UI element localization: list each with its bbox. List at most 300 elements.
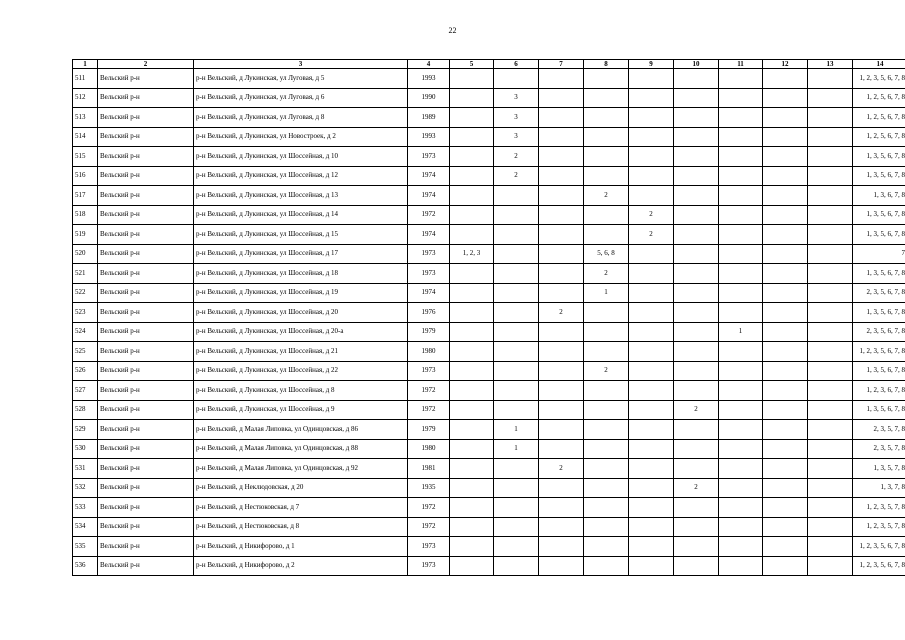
col6-cell (494, 517, 539, 537)
col10-cell (674, 556, 719, 576)
col5-cell (450, 420, 494, 440)
col13-cell (808, 69, 853, 89)
row-number: 534 (73, 517, 98, 537)
table-row (73, 303, 905, 323)
col6-cell (494, 205, 539, 225)
col13-cell (808, 127, 853, 147)
col9-cell (629, 166, 674, 186)
district-cell: Вельский р-н (98, 244, 194, 264)
year-cell: 1980 (408, 342, 450, 362)
year-cell: 1973 (408, 147, 450, 167)
col10-cell (674, 147, 719, 167)
address-cell: р-н Вельский, д Лукинская, ул Шоссейная, д 14 (194, 205, 408, 225)
col5-cell (450, 147, 494, 167)
col8-cell (584, 322, 629, 342)
district-cell: Вельский р-н (98, 166, 194, 186)
col11-cell (719, 166, 763, 186)
col8-cell (584, 439, 629, 459)
row-number: 530 (73, 439, 98, 459)
year-cell: 1973 (408, 264, 450, 284)
col8-cell (584, 556, 629, 576)
table-row (73, 283, 905, 303)
col14-cell: 2, 3, 5, 7, 8 (853, 420, 905, 440)
col8-cell (584, 537, 629, 557)
col13-cell (808, 420, 853, 440)
column-header-5: 5 (450, 60, 494, 69)
col5-cell (450, 127, 494, 147)
col5-cell (450, 439, 494, 459)
address-cell: р-н Вельский, д Малая Липовка, ул Одинцовская, д 88 (194, 439, 408, 459)
table-row (73, 381, 905, 401)
year-cell: 1974 (408, 186, 450, 206)
district-cell: Вельский р-н (98, 205, 194, 225)
col9-cell: 2 (629, 205, 674, 225)
column-header-14: 14 (853, 60, 905, 69)
col10-cell (674, 361, 719, 381)
col7-cell (539, 400, 584, 420)
col8-cell: 2 (584, 186, 629, 206)
col9-cell (629, 517, 674, 537)
col7-cell (539, 147, 584, 167)
col12-cell (763, 244, 808, 264)
col5-cell (450, 205, 494, 225)
col13-cell (808, 459, 853, 479)
col9-cell (629, 283, 674, 303)
col13-cell (808, 303, 853, 323)
col14-cell: 1, 2, 5, 6, 7, 8 (853, 108, 905, 128)
address-cell: р-н Вельский, д Лукинская, ул Луговая, д 5 (194, 69, 408, 89)
address-cell: р-н Вельский, д Малая Липовка, ул Одинцовская, д 86 (194, 420, 408, 440)
col12-cell (763, 205, 808, 225)
table-row (73, 127, 905, 147)
col6-cell (494, 283, 539, 303)
address-cell: р-н Вельский, д Лукинская, ул Шоссейная, д 20-а (194, 322, 408, 342)
col9-cell (629, 108, 674, 128)
column-header-7: 7 (539, 60, 584, 69)
year-cell: 1973 (408, 537, 450, 557)
year-cell: 1972 (408, 205, 450, 225)
col7-cell (539, 322, 584, 342)
year-cell: 1973 (408, 244, 450, 264)
col8-cell (584, 400, 629, 420)
col11-cell (719, 478, 763, 498)
col8-cell (584, 303, 629, 323)
col12-cell (763, 342, 808, 362)
col13-cell (808, 225, 853, 245)
table-row (73, 88, 905, 108)
col11-cell (719, 264, 763, 284)
col10-cell: 2 (674, 400, 719, 420)
row-number: 514 (73, 127, 98, 147)
district-cell: Вельский р-н (98, 478, 194, 498)
col14-cell: 1, 3, 6, 7, 8 (853, 186, 905, 206)
col12-cell (763, 361, 808, 381)
district-cell: Вельский р-н (98, 459, 194, 479)
col9-cell (629, 342, 674, 362)
year-cell: 1972 (408, 498, 450, 518)
district-cell: Вельский р-н (98, 225, 194, 245)
address-cell: р-н Вельский, д Лукинская, ул Шоссейная, д 22 (194, 361, 408, 381)
district-cell: Вельский р-н (98, 556, 194, 576)
column-header-12: 12 (763, 60, 808, 69)
col14-cell: 1, 2, 3, 5, 7, 8 (853, 498, 905, 518)
col14-cell: 2, 3, 5, 7, 8 (853, 439, 905, 459)
col11-cell (719, 186, 763, 206)
address-cell: р-н Вельский, д Нестюковская, д 8 (194, 517, 408, 537)
col6-cell (494, 225, 539, 245)
col14-cell: 1, 2, 3, 6, 7, 8 (853, 381, 905, 401)
col6-cell (494, 244, 539, 264)
year-cell: 1972 (408, 400, 450, 420)
district-cell: Вельский р-н (98, 342, 194, 362)
col12-cell (763, 69, 808, 89)
district-cell: Вельский р-н (98, 88, 194, 108)
col10-cell (674, 264, 719, 284)
col8-cell (584, 69, 629, 89)
district-cell: Вельский р-н (98, 537, 194, 557)
year-cell: 1993 (408, 69, 450, 89)
col10-cell (674, 69, 719, 89)
col9-cell (629, 420, 674, 440)
table-row (73, 439, 905, 459)
year-cell: 1974 (408, 166, 450, 186)
col12-cell (763, 322, 808, 342)
row-number: 528 (73, 400, 98, 420)
col6-cell (494, 498, 539, 518)
address-cell: р-н Вельский, д Лукинская, ул Шоссейная, д 17 (194, 244, 408, 264)
col5-cell (450, 166, 494, 186)
table-row (73, 205, 905, 225)
col5-cell (450, 556, 494, 576)
address-cell: р-н Вельский, д Лукинская, ул Луговая, д 6 (194, 88, 408, 108)
col13-cell (808, 108, 853, 128)
col6-cell (494, 381, 539, 401)
col14-cell: 7 (853, 244, 905, 264)
col13-cell (808, 439, 853, 459)
table-row (73, 361, 905, 381)
year-cell: 1974 (408, 283, 450, 303)
col12-cell (763, 88, 808, 108)
col6-cell: 1 (494, 420, 539, 440)
col11-cell (719, 88, 763, 108)
col14-cell: 1, 2, 5, 6, 7, 8 (853, 127, 905, 147)
row-number: 517 (73, 186, 98, 206)
col14-cell: 1, 3, 5, 6, 7, 8 (853, 361, 905, 381)
table-row (73, 108, 905, 128)
table-row (73, 69, 905, 89)
col13-cell (808, 342, 853, 362)
table-row (73, 225, 905, 245)
col10-cell (674, 205, 719, 225)
col11-cell (719, 127, 763, 147)
col12-cell (763, 283, 808, 303)
col14-cell: 1, 2, 3, 5, 6, 7, 8 (853, 342, 905, 362)
column-header-2: 2 (98, 60, 194, 69)
col11-cell (719, 361, 763, 381)
col13-cell (808, 186, 853, 206)
district-cell: Вельский р-н (98, 127, 194, 147)
col9-cell (629, 361, 674, 381)
col5-cell (450, 303, 494, 323)
col13-cell (808, 478, 853, 498)
address-cell: р-н Вельский, д Лукинская, ул Шоссейная, д 21 (194, 342, 408, 362)
row-number: 523 (73, 303, 98, 323)
col7-cell (539, 88, 584, 108)
district-cell: Вельский р-н (98, 108, 194, 128)
address-cell: р-н Вельский, д Лукинская, ул Шоссейная, д 10 (194, 147, 408, 167)
col7-cell (539, 381, 584, 401)
col8-cell: 1 (584, 283, 629, 303)
col10-cell (674, 322, 719, 342)
col12-cell (763, 556, 808, 576)
address-cell: р-н Вельский, д Лукинская, ул Шоссейная, д 19 (194, 283, 408, 303)
col5-cell (450, 498, 494, 518)
col14-cell: 1, 3, 5, 6, 7, 8 (853, 147, 905, 167)
col11-cell (719, 205, 763, 225)
col9-cell (629, 439, 674, 459)
col12-cell (763, 108, 808, 128)
col11-cell (719, 303, 763, 323)
col8-cell (584, 225, 629, 245)
column-header-4: 4 (408, 60, 450, 69)
column-header-1: 1 (73, 60, 98, 69)
col14-cell: 1, 2, 3, 5, 7, 8 (853, 517, 905, 537)
col7-cell (539, 439, 584, 459)
address-cell: р-н Вельский, д Лукинская, ул Шоссейная, д 12 (194, 166, 408, 186)
col7-cell (539, 283, 584, 303)
col5-cell (450, 225, 494, 245)
col6-cell: 3 (494, 108, 539, 128)
col5-cell (450, 69, 494, 89)
row-number: 535 (73, 537, 98, 557)
column-header-9: 9 (629, 60, 674, 69)
col11-cell (719, 147, 763, 167)
col11-cell (719, 517, 763, 537)
district-cell: Вельский р-н (98, 361, 194, 381)
col12-cell (763, 498, 808, 518)
col14-cell: 1, 2, 5, 6, 7, 8 (853, 88, 905, 108)
col7-cell (539, 420, 584, 440)
col9-cell (629, 147, 674, 167)
col12-cell (763, 420, 808, 440)
col5-cell (450, 400, 494, 420)
col14-cell: 1, 3, 5, 6, 7, 8 (853, 166, 905, 186)
column-header-10: 10 (674, 60, 719, 69)
col8-cell (584, 517, 629, 537)
col9-cell (629, 88, 674, 108)
col13-cell (808, 322, 853, 342)
col8-cell: 2 (584, 361, 629, 381)
district-cell: Вельский р-н (98, 381, 194, 401)
column-header-6: 6 (494, 60, 539, 69)
row-number: 524 (73, 322, 98, 342)
col11-cell (719, 381, 763, 401)
col6-cell: 3 (494, 127, 539, 147)
col10-cell (674, 537, 719, 557)
table-row (73, 186, 905, 206)
col7-cell (539, 225, 584, 245)
col10-cell (674, 225, 719, 245)
year-cell: 1993 (408, 127, 450, 147)
col6-cell (494, 361, 539, 381)
col11-cell (719, 459, 763, 479)
col5-cell (450, 108, 494, 128)
column-header-13: 13 (808, 60, 853, 69)
col8-cell: 5, 6, 8 (584, 244, 629, 264)
row-number: 515 (73, 147, 98, 167)
col7-cell (539, 498, 584, 518)
col10-cell (674, 420, 719, 440)
row-number: 522 (73, 283, 98, 303)
district-cell: Вельский р-н (98, 186, 194, 206)
col13-cell (808, 264, 853, 284)
col5-cell (450, 88, 494, 108)
year-cell: 1973 (408, 361, 450, 381)
col9-cell (629, 381, 674, 401)
col14-cell: 1, 3, 5, 6, 7, 8 (853, 205, 905, 225)
table-row (73, 147, 905, 167)
col14-cell: 1, 3, 5, 6, 7, 8 (853, 400, 905, 420)
col10-cell (674, 517, 719, 537)
table-row (73, 166, 905, 186)
column-header-3: 3 (194, 60, 408, 69)
col13-cell (808, 400, 853, 420)
page-number: 22 (448, 26, 457, 35)
col12-cell (763, 166, 808, 186)
row-number: 527 (73, 381, 98, 401)
col8-cell (584, 108, 629, 128)
col11-cell (719, 400, 763, 420)
year-cell: 1973 (408, 556, 450, 576)
col8-cell: 2 (584, 264, 629, 284)
table-row (73, 342, 905, 362)
col12-cell (763, 147, 808, 167)
district-cell: Вельский р-н (98, 400, 194, 420)
year-cell: 1981 (408, 459, 450, 479)
district-cell: Вельский р-н (98, 303, 194, 323)
col8-cell (584, 478, 629, 498)
col14-cell: 1, 3, 5, 6, 7, 8 (853, 264, 905, 284)
row-number: 526 (73, 361, 98, 381)
col6-cell (494, 322, 539, 342)
table-row (73, 459, 905, 479)
col10-cell (674, 303, 719, 323)
table-row (73, 517, 905, 537)
col9-cell (629, 478, 674, 498)
col13-cell (808, 166, 853, 186)
col13-cell (808, 88, 853, 108)
col14-cell: 1, 3, 7, 8 (853, 478, 905, 498)
col6-cell: 2 (494, 147, 539, 167)
year-cell: 1974 (408, 225, 450, 245)
col13-cell (808, 537, 853, 557)
col12-cell (763, 127, 808, 147)
col6-cell (494, 478, 539, 498)
col11-cell: 1 (719, 322, 763, 342)
col13-cell (808, 498, 853, 518)
table-body (73, 69, 905, 576)
table-row (73, 498, 905, 518)
district-cell: Вельский р-н (98, 322, 194, 342)
col5-cell (450, 381, 494, 401)
col7-cell (539, 361, 584, 381)
col13-cell (808, 381, 853, 401)
col12-cell (763, 381, 808, 401)
col5-cell (450, 537, 494, 557)
col14-cell: 2, 3, 5, 6, 7, 8 (853, 322, 905, 342)
column-header-8: 8 (584, 60, 629, 69)
col7-cell (539, 342, 584, 362)
col11-cell (719, 439, 763, 459)
col9-cell: 2 (629, 225, 674, 245)
district-cell: Вельский р-н (98, 420, 194, 440)
col14-cell: 2, 3, 5, 6, 7, 8 (853, 283, 905, 303)
district-cell: Вельский р-н (98, 264, 194, 284)
col11-cell (719, 537, 763, 557)
col6-cell (494, 400, 539, 420)
col12-cell (763, 264, 808, 284)
year-cell: 1976 (408, 303, 450, 323)
col10-cell (674, 108, 719, 128)
col13-cell (808, 205, 853, 225)
col12-cell (763, 400, 808, 420)
address-cell: р-н Вельский, д Неклюдовская, д 20 (194, 478, 408, 498)
col8-cell (584, 127, 629, 147)
row-number: 521 (73, 264, 98, 284)
address-cell: р-н Вельский, д Малая Липовка, ул Одинцовская, д 92 (194, 459, 408, 479)
col5-cell (450, 459, 494, 479)
col12-cell (763, 186, 808, 206)
col12-cell (763, 459, 808, 479)
col6-cell: 2 (494, 166, 539, 186)
col7-cell (539, 205, 584, 225)
row-number: 531 (73, 459, 98, 479)
col7-cell (539, 108, 584, 128)
col6-cell (494, 264, 539, 284)
col9-cell (629, 556, 674, 576)
col7-cell (539, 69, 584, 89)
col6-cell (494, 342, 539, 362)
col14-cell: 1, 3, 5, 7, 8 (853, 459, 905, 479)
col11-cell (719, 69, 763, 89)
col9-cell (629, 264, 674, 284)
col12-cell (763, 439, 808, 459)
row-number: 520 (73, 244, 98, 264)
col6-cell (494, 69, 539, 89)
address-cell: р-н Вельский, д Лукинская, ул Новостроек, д 2 (194, 127, 408, 147)
year-cell: 1979 (408, 322, 450, 342)
row-number: 533 (73, 498, 98, 518)
address-cell: р-н Вельский, д Лукинская, ул Шоссейная, д 9 (194, 400, 408, 420)
address-cell: р-н Вельский, д Лукинская, ул Шоссейная, д 8 (194, 381, 408, 401)
address-cell: р-н Вельский, д Лукинская, ул Шоссейная, д 18 (194, 264, 408, 284)
col10-cell: 2 (674, 478, 719, 498)
col12-cell (763, 478, 808, 498)
table-row (73, 322, 905, 342)
row-number: 513 (73, 108, 98, 128)
col10-cell (674, 127, 719, 147)
col7-cell (539, 264, 584, 284)
col8-cell (584, 88, 629, 108)
col10-cell (674, 244, 719, 264)
col9-cell (629, 400, 674, 420)
row-number: 516 (73, 166, 98, 186)
column-header-11: 11 (719, 60, 763, 69)
col6-cell (494, 459, 539, 479)
address-cell: р-н Вельский, д Лукинская, ул Луговая, д 8 (194, 108, 408, 128)
col6-cell (494, 537, 539, 557)
row-number: 519 (73, 225, 98, 245)
